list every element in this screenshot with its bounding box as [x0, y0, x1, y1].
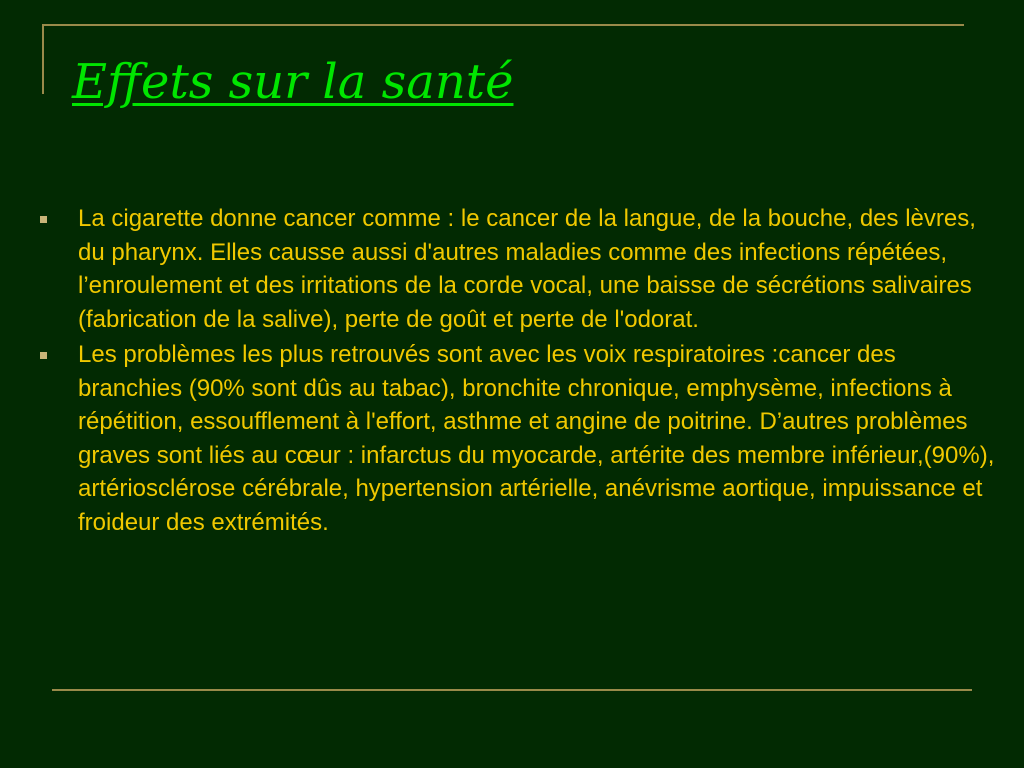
bullet-text: La cigarette donne cancer comme : le cancer de la langue, de la bouche, des lèvres, du pharynx. Elles causse aussi d'autres maladies comme des infections répétées, l’enroulement et des irritations de la corde vocal, une baisse de sécrétions salivaires (fabrication de la salive), perte de goût et perte de l'odorat. [78, 205, 976, 333]
bullet-item [36, 202, 996, 336]
frame-bottom-line [52, 689, 972, 691]
frame-top-line [42, 24, 964, 26]
square-bullet-icon [40, 352, 47, 359]
bullet-list [36, 202, 996, 539]
square-bullet-icon [40, 216, 47, 223]
slide-title: Effets sur la santé [72, 54, 514, 110]
frame-left-line [42, 24, 44, 94]
bullet-item [36, 338, 996, 539]
bullet-text: Les problèmes les plus retrouvés sont avec les voix respiratoires :cancer des branchies (90% sont dûs au tabac), bronchite chronique, emphysème, infections à répétition, essoufflement à l'effort, asthme et angine de poitrine. D’autres problèmes graves sont liés au cœur : infarctus du myocarde, artérite des membre inférieur,(90%), artériosclérose cérébrale, hypertension artérielle, anévrisme aortique, impuissance et froideur des extrémités. [78, 341, 995, 536]
